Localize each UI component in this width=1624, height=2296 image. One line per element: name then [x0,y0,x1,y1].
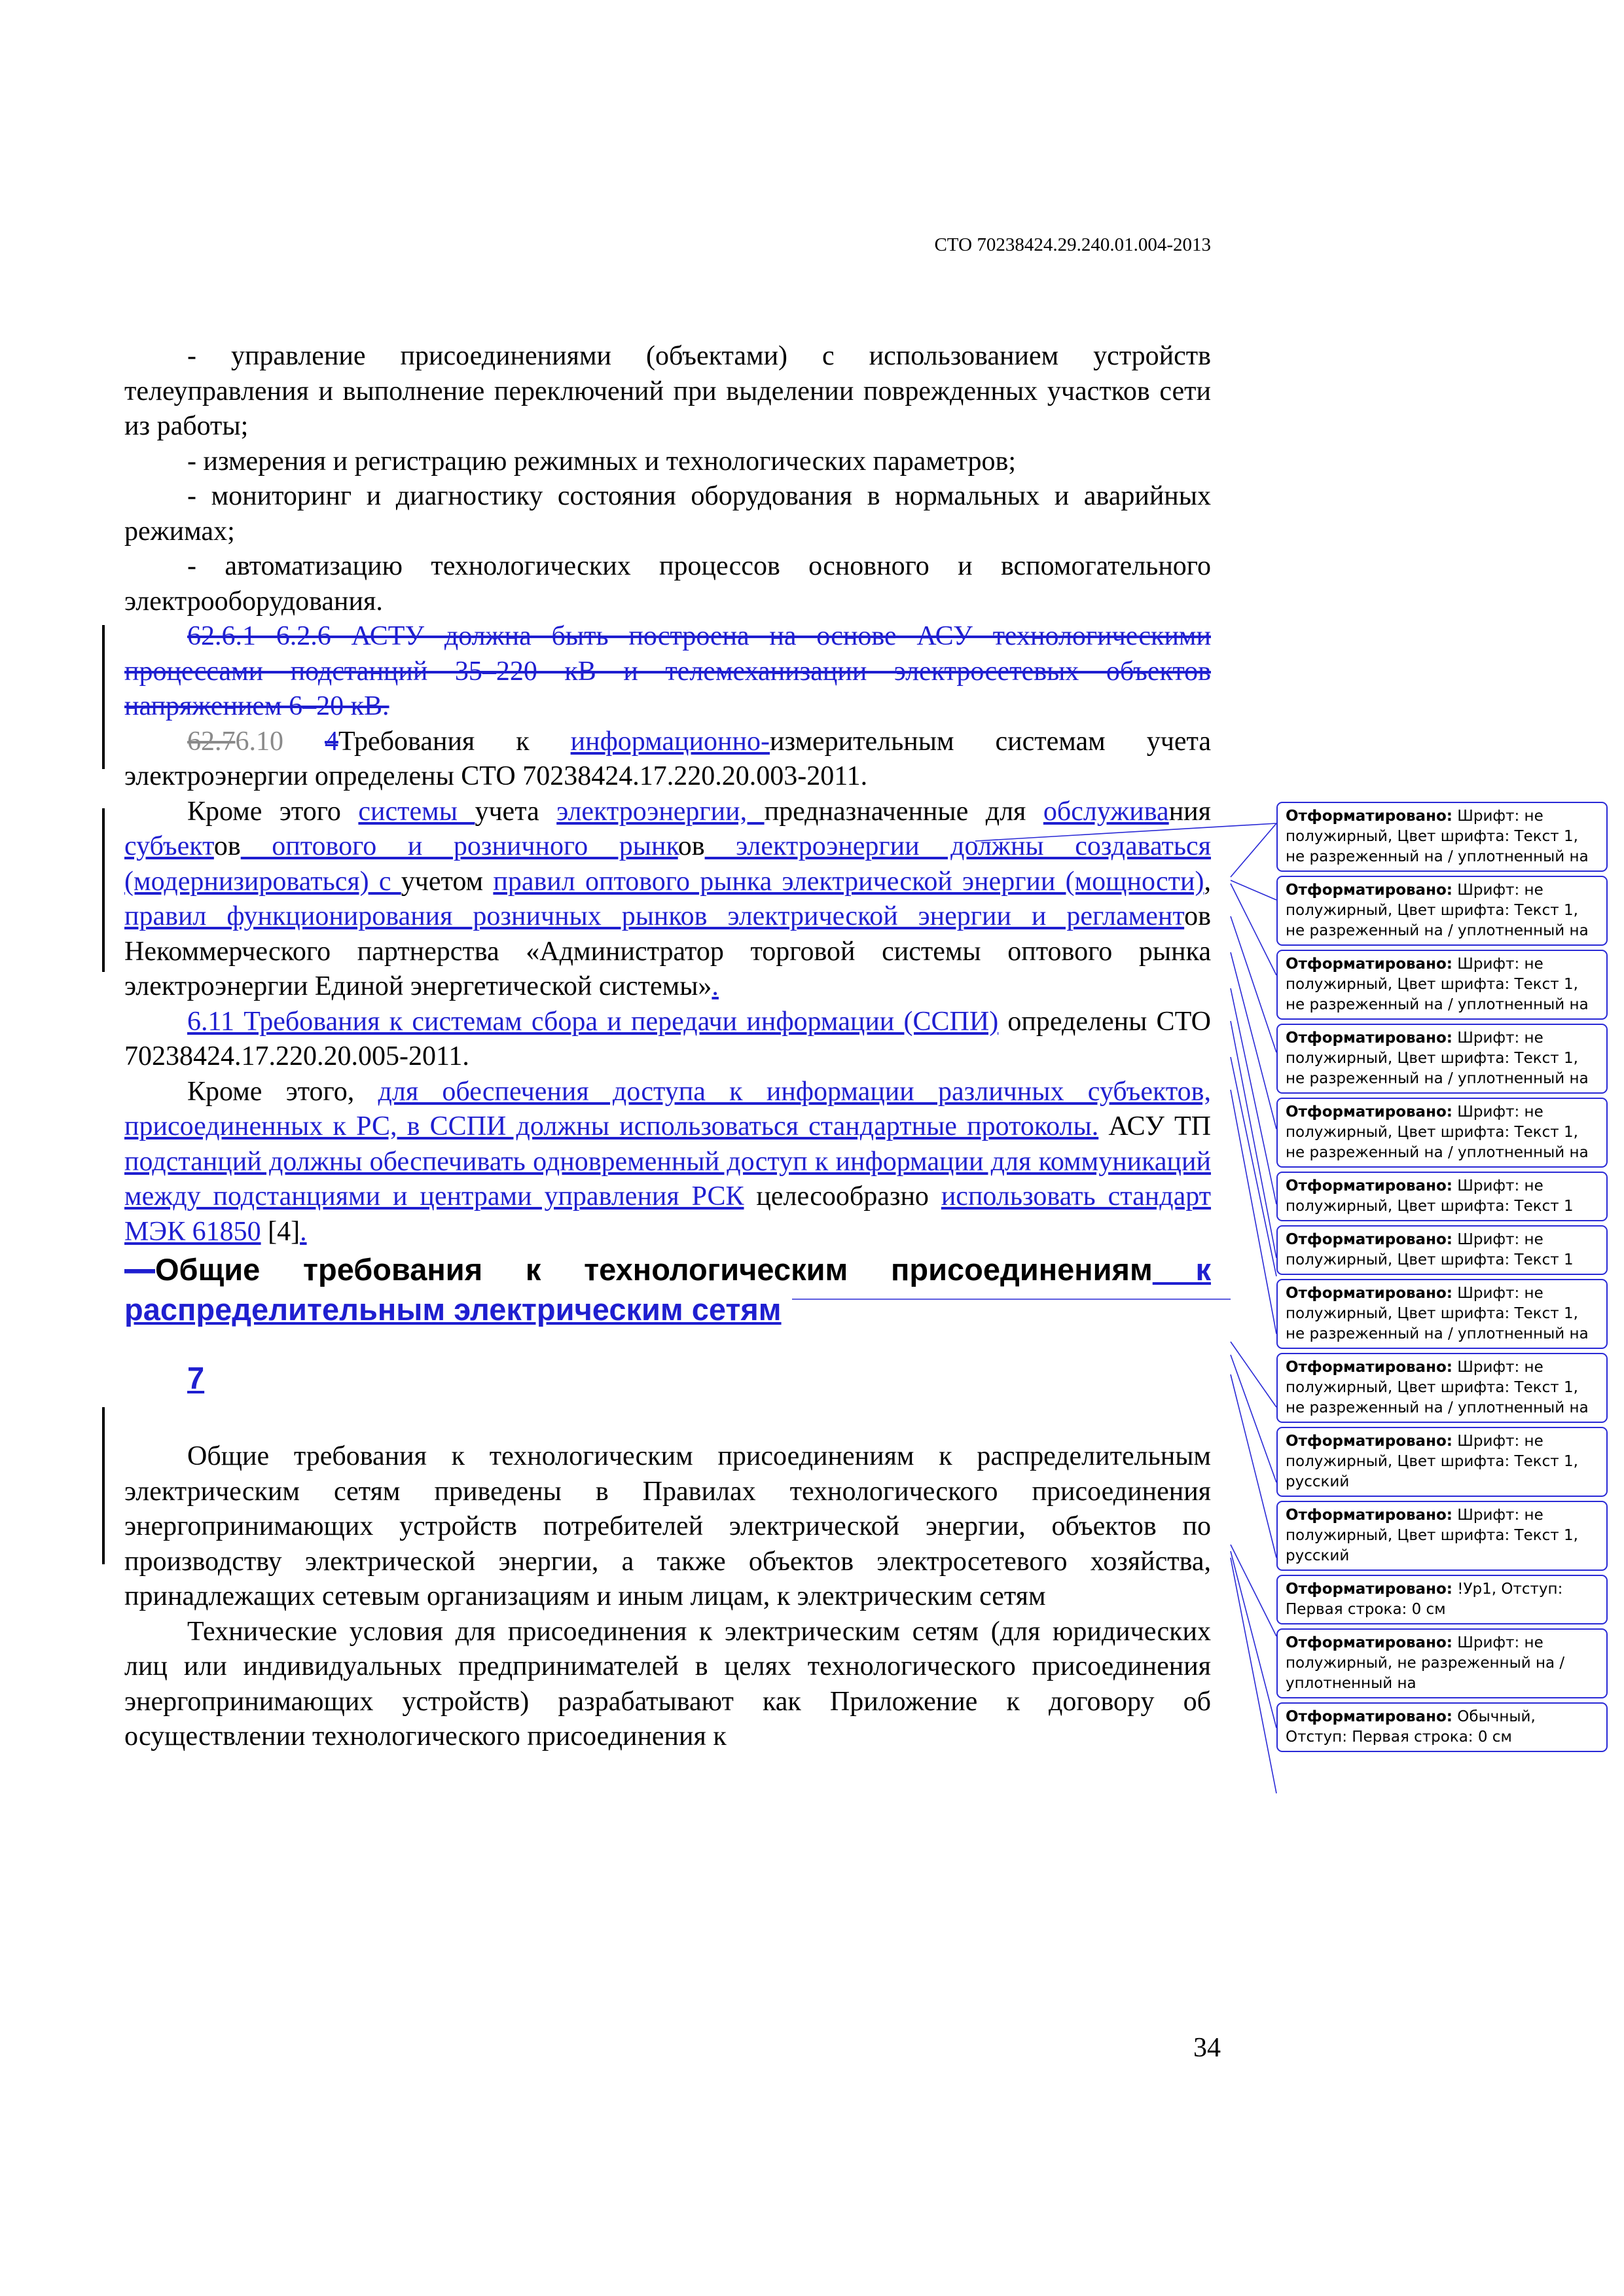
format-comment[interactable] [1276,1575,1608,1624]
comment-label: Отформатировано: [1286,956,1453,973]
text: [4] [261,1216,300,1247]
list-item: - мониторинг и диагностику состояния оборудования в нормальных и аварийных режимах; [124,481,1211,547]
document-code-header: СТО 70238424.29.240.01.004-2013 [934,234,1211,255]
comment-text: Шрифт: не полужирный, Цвет шрифта: Текст 1, не разреженный на / уплотненный на [1286,1103,1589,1161]
format-comment[interactable] [1276,1702,1608,1752]
inserted-text: информационно- [570,726,770,757]
change-bar [102,1407,105,1564]
change-bar [102,625,105,769]
comment-text: Шрифт: не полужирный, Цвет шрифта: Текст 1 [1286,1231,1574,1268]
text: Кроме этого, [187,1076,378,1107]
text: ов [213,831,241,861]
list-item: - измерения и регистрацию режимных и технологических параметров; [187,446,1016,476]
comment-label: Отформатировано: [1286,1177,1453,1194]
deleted-dash: — [124,1252,155,1287]
paragraph-6-11 [124,1005,1211,1075]
text: Кроме этого [187,796,359,827]
inserted-text: использовать стандарт МЭК 61850 [124,1181,1212,1247]
text: ния [1168,796,1211,827]
inserted-text: к распределительным электрическим сетям [124,1252,1211,1327]
text: определены СТО 70238424.17.220.20.005-2011. [124,1006,1211,1071]
text: Некоммерческого партнерства «Администратор торговой системы оптового рынка электроэнергии Единой энергетической системы» [124,936,1211,1001]
comment-text: Шрифт: не полужирный, Цвет шрифта: Текст 1, не разреженный на / уплотненный на [1286,1030,1589,1087]
section-number: 7 [187,1361,205,1395]
format-comment[interactable] [1276,950,1608,1020]
comment-text: Шрифт: не полужирный, Цвет шрифта: Текст 1, не разреженный на / уплотненный на [1286,808,1589,865]
format-comment[interactable] [1276,1225,1608,1275]
comment-label: Отформатировано: [1286,1708,1453,1725]
text: Требования к [338,726,571,757]
inserted-text: обслужива [1043,796,1169,827]
inserted-text: 6.11 Требования к системам сбора и передачи информации (ССПИ) [187,1006,999,1037]
inserted-text: . [712,971,719,1001]
inserted-text: . [300,1216,307,1247]
page-number: 34 [1193,2033,1221,2063]
comment-label: Отформатировано: [1286,1359,1453,1376]
change-bar [102,808,105,972]
text: , [1204,866,1211,897]
format-comment[interactable] [1276,876,1608,946]
comment-text: Шрифт: не полужирный, не разреженный на / уплотненный на [1286,1634,1565,1692]
format-comment[interactable] [1276,1628,1608,1698]
list-item: - управление присоединениями (объектами) с использованием устройств телеуправления и выполнение переключений при выделении поврежденных участков сети из работы; [124,341,1211,441]
format-comment[interactable] [1276,1279,1608,1349]
comment-label: Отформатировано: [1286,1285,1453,1302]
comment-text: Шрифт: не полужирный, Цвет шрифта: Текст 1, не разреженный на / уплотненный на [1286,1359,1589,1416]
inserted-text: субъект [124,831,214,861]
inserted-text: правил функционирования розничных рынков электрической энергии и регламент [124,901,1185,931]
format-comment[interactable] [1276,1353,1608,1423]
comment-label: Отформатировано: [1286,882,1453,899]
text: предназначенные для [764,796,1043,827]
format-comment[interactable] [1276,1098,1608,1168]
deleted-paragraph: 62.6.1 6.2.6 АСТУ должна быть построена на основе АСУ технологическими процессами подстанций 35–220 кВ и телемеханизации электросетевых объектов напряжением 6–20 кВ. [124,621,1211,721]
section-number: 6.10 [235,726,283,757]
text: АСУ ТП [1098,1111,1212,1141]
comment-label: Отформатировано: [1286,1030,1453,1047]
comment-label: Отформатировано: [1286,1433,1453,1450]
comment-text: !Ур1, Отступ: Первая строка: 0 см [1286,1581,1563,1618]
comment-label: Отформатировано: [1286,808,1453,825]
format-comment[interactable] [1276,1024,1608,1094]
inserted-text: правил оптового рынка электрической энергии (мощности) [493,866,1204,897]
text: ов [1184,901,1211,931]
paragraph-protocols [124,1075,1211,1250]
text: целесообразно [744,1181,941,1211]
deleted-number: 4 [324,726,338,757]
comment-text: Шрифт: не полужирный, Цвет шрифта: Текст 1, не разреженный на / уплотненный на [1286,882,1589,939]
text: учета [475,796,557,827]
list-item: - автоматизацию технологических процессов основного и вспомогательного электрооборудования. [124,551,1211,617]
heading-text: Общие требования к технологическим присоединениям [155,1252,1153,1287]
paragraph-general-requirements: Общие требования к технологическим присоединениям к распределительным электрическим сетям приведены в Правилах технологического присоединения энергопринимающих устройств потребителей электрической энергии, объектов по производству электрической энергии, а также объектов электросетевого хозяйства, принадлежащих сетевым организациям и иным лицам, к электрическим сетям [124,1441,1211,1611]
section-heading [124,1249,1211,1329]
format-comment[interactable] [1276,1501,1608,1571]
comment-text: Обычный, Отступ: Первая строка: 0 см [1286,1708,1536,1746]
inserted-text: для обеспечения доступа к информации различных субъектов, присоединенных к РС, в ССПИ должны использоваться стандартные протоколы. [124,1076,1211,1141]
text: учетом [401,866,494,897]
inserted-text: подстанций должны обеспечивать одновременный доступ к информации для коммуникаций между подстанциями и центрами управления РСК [124,1146,1211,1211]
comment-text: Шрифт: не полужирный, Цвет шрифта: Текст 1, не разреженный на / уплотненный на [1286,1285,1589,1342]
comment-text: Шрифт: не полужирный, Цвет шрифта: Текст 1, русский [1286,1433,1578,1490]
paragraph-metering [124,795,1211,1005]
inserted-text: оптового и розничного рынк [240,831,678,861]
deleted-number: 62.7 [187,726,236,757]
comment-balloons [1276,802,1608,1756]
text: измерительным системам учета электроэнергии определены СТО 70238424.17.220.20.003-2011. [124,726,1212,791]
comment-label: Отформатировано: [1286,1581,1453,1598]
comment-label: Отформатировано: [1286,1103,1453,1121]
format-comment[interactable] [1276,802,1608,872]
inserted-text: электроэнергии, [556,796,765,827]
paragraph-technical-conditions: Технические условия для присоединения к электрическим сетям (для юридических лиц или индивидуальных предпринимателей в целях технологического присоединения энергопринимающих устройств) разрабатывают как Приложение к договору об осуществлении технологического присоединения к [124,1616,1211,1751]
inserted-text: электроэнергии должны создаваться (модернизироваться) с [124,831,1211,897]
inserted-text: системы [358,796,475,827]
comment-text: Шрифт: не полужирный, Цвет шрифта: Текст 1 [1286,1177,1574,1215]
comment-text: Шрифт: не полужирный, Цвет шрифта: Текст 1, русский [1286,1507,1578,1564]
text: ов [677,831,705,861]
comment-text: Шрифт: не полужирный, Цвет шрифта: Текст 1, не разреженный на / уплотненный на [1286,956,1589,1013]
format-comment[interactable] [1276,1427,1608,1497]
comment-label: Отформатировано: [1286,1231,1453,1248]
comment-label: Отформатировано: [1286,1507,1453,1524]
comment-label: Отформатировано: [1286,1634,1453,1651]
paragraph-6-10 [124,725,1211,795]
format-comment[interactable] [1276,1172,1608,1221]
document-body [124,339,1211,1755]
